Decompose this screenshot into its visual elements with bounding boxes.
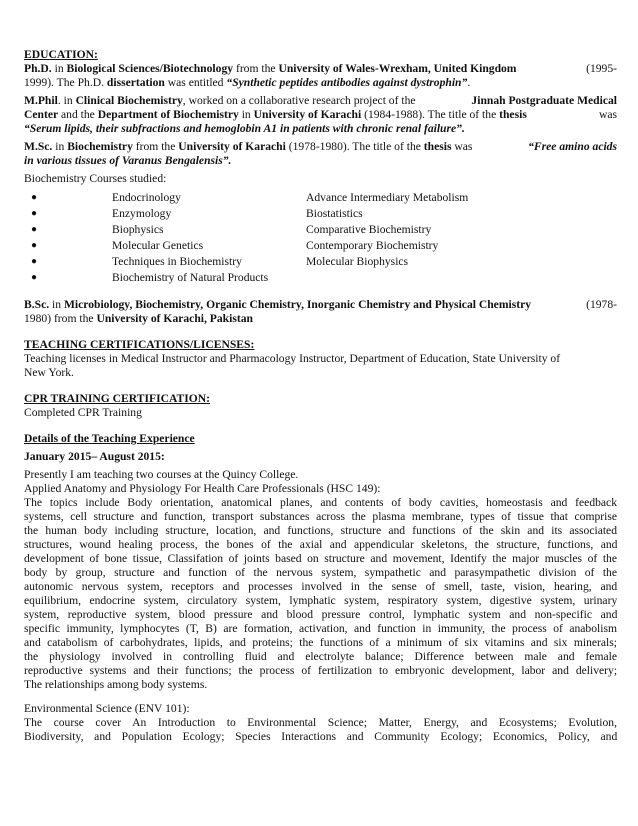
cpr-text: Completed CPR Training bbox=[24, 406, 142, 419]
course-2-description bbox=[24, 716, 617, 744]
text-line: the human body including structure, location, and functions, structure and functions of the skin and its associated bbox=[24, 524, 617, 537]
text-line: specific immunity, lymphocytes (T, B) are formation, activation, and function in immunity, the process of anabolism bbox=[24, 622, 617, 635]
bullet-icon: ● bbox=[31, 272, 38, 283]
course-1-title: Applied Anatomy and Physiology For Health Care Professionals (HSC 149): bbox=[24, 482, 381, 495]
bullet-icon: ● bbox=[31, 240, 38, 251]
msc-entry: M.Sc. in Biochemistry from the University of Karachi (1978-1980). The title of the thesis was “Free amino acids in various tissues of Varanus Bengalensis”. bbox=[24, 140, 617, 167]
bullet-icon: ● bbox=[31, 224, 38, 235]
text-line: systems, cell structure and function, transport substances across the plasma membrane, types of tissue that comprise bbox=[24, 510, 617, 523]
text-line: and catabolism of carbohydrates, lipids, and proteins; the functions of a minimum of six vitamins and six minerals; bbox=[24, 636, 617, 649]
list-item: ● Endocrinology Advance Intermediary Metabolism bbox=[31, 191, 469, 204]
list-item: ● Enzymology Biostatistics bbox=[31, 207, 363, 220]
text-line: The course cover An Introduction to Environmental Science; Matter, Energy, and Ecosystems; Evolution, bbox=[24, 716, 617, 729]
course-1-description bbox=[24, 496, 617, 692]
experience-heading: Details of the Teaching Experience bbox=[24, 432, 195, 445]
bullet-icon: ● bbox=[31, 208, 38, 219]
education-heading: EDUCATION: bbox=[24, 48, 98, 61]
text-line: The topics include Body orientation, anatomical planes, and contents of body cavities, homeostasis and feedback bbox=[24, 496, 617, 509]
bsc-entry: B.Sc. in Microbiology, Biochemistry, Organic Chemistry, Inorganic Chemistry and Physical Chemistry (1978- 1980) from the University of Karachi, Pakistan bbox=[24, 298, 617, 325]
experience-intro: Presently I am teaching two courses at the Quincy College. bbox=[24, 468, 299, 481]
teaching-cert-heading: TEACHING CERTIFICATIONS/LICENSES: bbox=[24, 338, 255, 351]
text-line: structures, wound healing process, the bones of the axial and appendicular skeletons, the structure, functions, and bbox=[24, 538, 617, 551]
text-line: The relationships among body systems. bbox=[24, 678, 208, 691]
list-item: ● Molecular Genetics Contemporary Biochemistry bbox=[31, 239, 439, 252]
list-item: ● Techniques in Biochemistry Molecular Biophysics bbox=[31, 255, 409, 268]
msc-thesis-title: in various tissues of Varanus Bengalensis”. bbox=[24, 154, 232, 167]
bullet-icon: ● bbox=[31, 192, 38, 203]
text-line: body by group, structure and function of the nervous system, sympathetic and parasympathetic division of the bbox=[24, 566, 617, 579]
course-2-title: Environmental Science (ENV 101): bbox=[24, 702, 190, 715]
resume-page: EDUCATION: Ph.D. in Biological Sciences/Biotechnology from the University of Wales-Wrexham, United Kingdom (1995- 1999). The Ph.D. dissertation was entitled “Synthetic peptides antibodies against dystrophin”. M.Phil. in Clinical Biochemistry, worked on a collaborative research project of the Jinnah Postgraduate Medical Center and the Department of Biochemistry in University of Karachi (1984-1988). The title of the thesis was “Serum lipids, their subfractions and hemoglobin A1 in patients with chronic renal failure”. M.Sc. in Biochemistry from the University of Karachi (1978-1980). The title of the thesis was “Free amino acids in various tissues of Varanus Bengalensis”. Biochemistry Courses studied: ● Endocrinology Advance Intermediary Metabolism ● Enzymology Biostatistics ● Biophysics Comparative Biochemistry ● Molecular Genetics Contemporary Biochemistry ● Techniques in Biochemistry Molecular Biophysics ● Biochemistry of Natural Products B.Sc. in Microbiology, Biochemistry, Organic Chemistry, Inorganic Chemistry and Physical Chemistry (1978- 1980) from the University of Karachi, Pakistan TEACHING CERTIFICATIONS/LICENSES: Teaching licenses in Medical Instructor and Pharmacology Instructor, Department of Education, State University of New York. CPR TRAINING CERTIFICATION: Completed CPR Training Details of the Teaching Experience January 2015– August 2015: Presently I am teaching two courses at the Quincy College. Applied Anatomy and Physiology For Health Care Professionals (HSC 149): The topics include Body orientation, anatomical planes, and contents of body cavities, homeostasis and feedback systems, cell structure and function, transport substances across the plasma membrane, types of tissue that comprise the human body including structure, location, and functions, structure and functions of the skin and its associated structures, wound healing process, the bones of the axial and appendicular skeletons, the structure, functions, and development of bone tissue, Classifation of joints based on structure and movement, Identify the major muscles of the body by group, structure and function of the nervous system, sympathetic and parasympathetic division of the autonomic nervous system, receptors and processes involved in the sense of smell, taste, vision, hearing, and equilibrium, endocrine system, circulatory system, lymphatic system, respiratory system, digestive system, urinary system, reproductive system, blood pressure and blood pressure control, lymphatic system and non-specific and specific immunity, lymphocytes (T, B) are formation, activation, and function in immunity, the process of anabolism and catabolism of carbohydrates, lipids, and proteins; the functions of a minimum of six vitamins and six minerals; the physiology involved in controlling fluid and electrolyte balance; Difference between male and female reproductive systems and their functions; the process of fertilization to embryonic development, labor and delivery; The relationships among body systems. Environmental Science (ENV 101): The course cover An Introduction to Environmental Science; Matter, Energy, and Ecosystems; Evolution, Biodiversity, and Population Ecology; Species Interactions and Community Ecology; Economics, Policy, and bbox=[24, 48, 617, 743]
text-line: the physiology involved in controlling fluid and electrolyte balance; Difference between male and female bbox=[24, 650, 617, 663]
bullet-icon: ● bbox=[31, 256, 38, 267]
text-line: autonomic nervous system, receptors and processes involved in the sense of smell, taste, vision, hearing, and bbox=[24, 580, 617, 593]
text-line: system, reproductive system, blood pressure and blood pressure control, lymphatic system and non-specific and bbox=[24, 608, 617, 621]
courses-label: Biochemistry Courses studied: bbox=[24, 172, 167, 185]
experience-period: January 2015– August 2015: bbox=[24, 450, 165, 463]
text-line: Biodiversity, and Population Ecology; Species Interactions and Community Ecology; Economics, Policy, and bbox=[24, 730, 617, 743]
phd-dissertation-title: “Synthetic peptides antibodies against dystrophin” bbox=[226, 76, 468, 89]
text-line: reproductive systems and their functions; the process of fertilization to embryonic development, labor and delivery; bbox=[24, 664, 617, 677]
teaching-cert-text: Teaching licenses in Medical Instructor and Pharmacology Instructor, Department of Education, State University of bbox=[24, 352, 561, 365]
phd-entry: Ph.D. in Biological Sciences/Biotechnology from the University of Wales-Wrexham, United Kingdom (1995- 1999). The Ph.D. dissertation was entitled “Synthetic peptides antibodies against dystrophin”. bbox=[24, 62, 617, 89]
mphil-entry: M.Phil. in Clinical Biochemistry, worked on a collaborative research project of the Jinnah Postgraduate Medical Center and the Department of Biochemistry in University of Karachi (1984-1988). The title of the thesis was “Serum lipids, their subfractions and hemoglobin A1 in patients with chronic renal failure”. bbox=[24, 94, 617, 135]
text-line: development of bone tissue, Classifation of joints based on structure and movement, Identify the major muscles of the bbox=[24, 552, 617, 565]
courses-list bbox=[24, 190, 617, 286]
mphil-thesis-title: “Serum lipids, their subfractions and hemoglobin A1 in patients with chronic renal failure”. bbox=[24, 122, 465, 135]
list-item: ● Biophysics Comparative Biochemistry bbox=[31, 223, 432, 236]
cpr-heading: CPR TRAINING CERTIFICATION: bbox=[24, 392, 210, 405]
list-item: ● Biochemistry of Natural Products bbox=[31, 271, 269, 284]
text-line: equilibrium, endocrine system, circulatory system, lymphatic system, respiratory system, digestive system, urinary bbox=[24, 594, 617, 607]
